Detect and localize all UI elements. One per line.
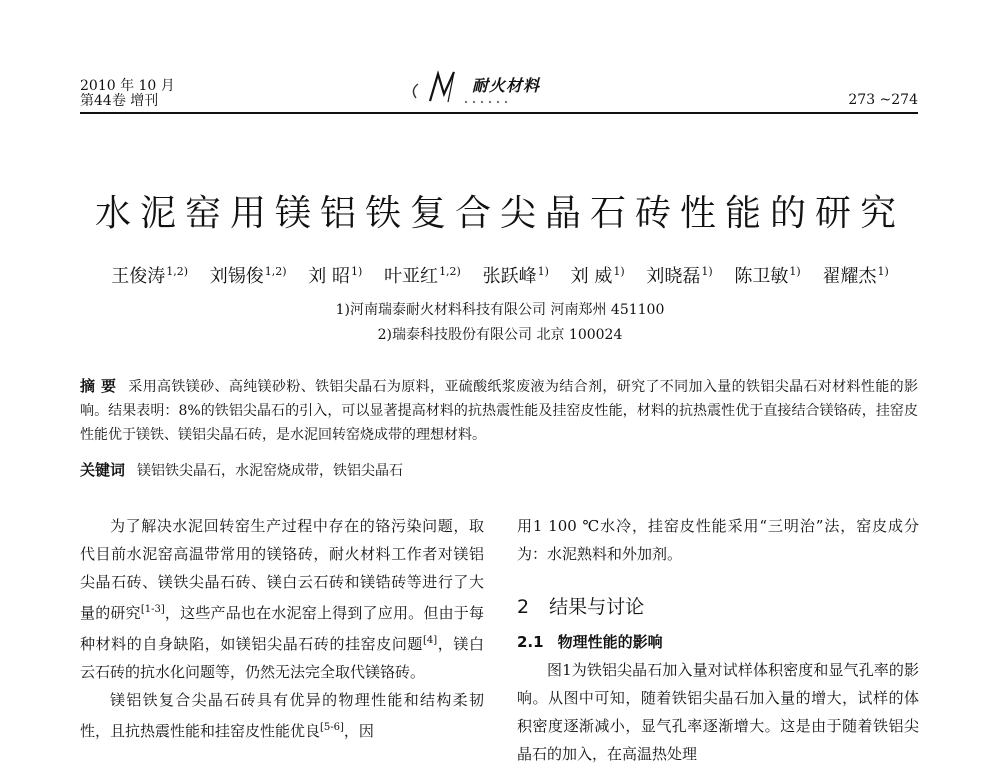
author: 刘锡俊$^{1,2)}$ (209, 265, 287, 287)
body-paragraph: 镁铝铁复合尖晶石砖具有优异的物理性能和结构柔韧性，且抗热震性能和挂窑皮性能优良[5-6]，因 (80, 691, 484, 740)
affiliation-1: 1)河南瑞泰耐火材料科技有限公司 河南郑州 451100 (335, 302, 665, 318)
paper-title: 水泥窑用镁铝铁复合尖晶石砖性能的研究 (94, 193, 905, 234)
author: 张跃峰$^{1)}$ (482, 265, 549, 287)
body-column-left (80, 512, 484, 745)
citation: [4] (423, 635, 438, 646)
header-rule (80, 112, 918, 114)
body-column-right (517, 512, 919, 768)
abstract-label: 摘 要 (80, 377, 117, 395)
keywords-text: 镁铝铁尖晶石，水泥窑烧成带，铁铝尖晶石 (137, 463, 404, 479)
page-range: 273 ~274 (848, 92, 918, 108)
affiliation-2: 2)瑞泰科技股份有限公司 北京 100024 (377, 327, 623, 343)
author-list (0, 262, 1000, 288)
body-paragraph: 用1 100 ℃水冷，挂窑皮性能采用“三明治”法，窑皮成分为：水泥熟料和外加剂。 (517, 517, 919, 563)
keywords-label: 关键词 (80, 461, 126, 479)
author: 刘 昭$^{1)}$ (308, 265, 363, 287)
body-paragraph: 为了解决水泥回转窑生产过程中存在的铬污染问题，取代目前水泥窑高温带常用的镁铬砖，耐火材料工作者对镁铝尖晶石砖、镁铁尖晶石砖、镁白云石砖和镁锆砖等进行了大量的研究[1-3]，这些产品也在水泥窑上得到了应用。但由于每种材料的自身缺陷，如镁铝尖晶石砖的挂窑皮问题[4]，镁白云石砖的抗水化问题等，仍然无法完全取代镁铬砖。 (80, 517, 484, 681)
author: 陈卫敏$^{1)}$ (734, 265, 801, 287)
header-date: 2010 年 10 月 (80, 78, 175, 94)
author: 叶亚红$^{1,2)}$ (384, 265, 461, 287)
journal-name: 耐火材料 (472, 76, 541, 95)
abstract (80, 374, 918, 447)
author: 刘 威$^{1)}$ (570, 265, 625, 287)
citation: [1-3] (140, 604, 165, 615)
citation: [5-6] (320, 722, 344, 733)
body-paragraph: 图1为铁铝尖晶石加入量对试样体积密度和显气孔率的影响。从图中可知，随着铁铝尖晶石加入量的增大，试样的体积密度逐渐减小，显气孔率逐渐增大。这是由于随着铁铝尖晶石的加入，在高温热处理 (517, 661, 919, 763)
author: 王俊涛$^{1,2)}$ (111, 265, 189, 287)
keywords (80, 458, 918, 483)
author: 翟耀杰$^{1)}$ (822, 265, 889, 287)
section-heading: 2 结果与讨论 (517, 596, 645, 618)
subsection-heading: 2.1 物理性能的影响 (517, 633, 663, 651)
abstract-text: 采用高铁镁砂、高纯镁砂粉、铁铝尖晶石为原料，亚硫酸纸浆废液为结合剂，研究了不同加入量的铁铝尖晶石对材料性能的影响。结果表明：8%的铁铝尖晶石的引入，可以显著提高材料的抗热震性能及挂窑皮性能，材料的抗热震性优于直接结合镁铬砖，挂窑皮性能优于镁铁、镁铝尖晶石砖，是水泥回转窑烧成带的理想材料。 (80, 379, 918, 443)
author: 刘晓磊$^{1)}$ (646, 265, 713, 287)
header-volume: 第44卷 增刊 (80, 93, 159, 109)
